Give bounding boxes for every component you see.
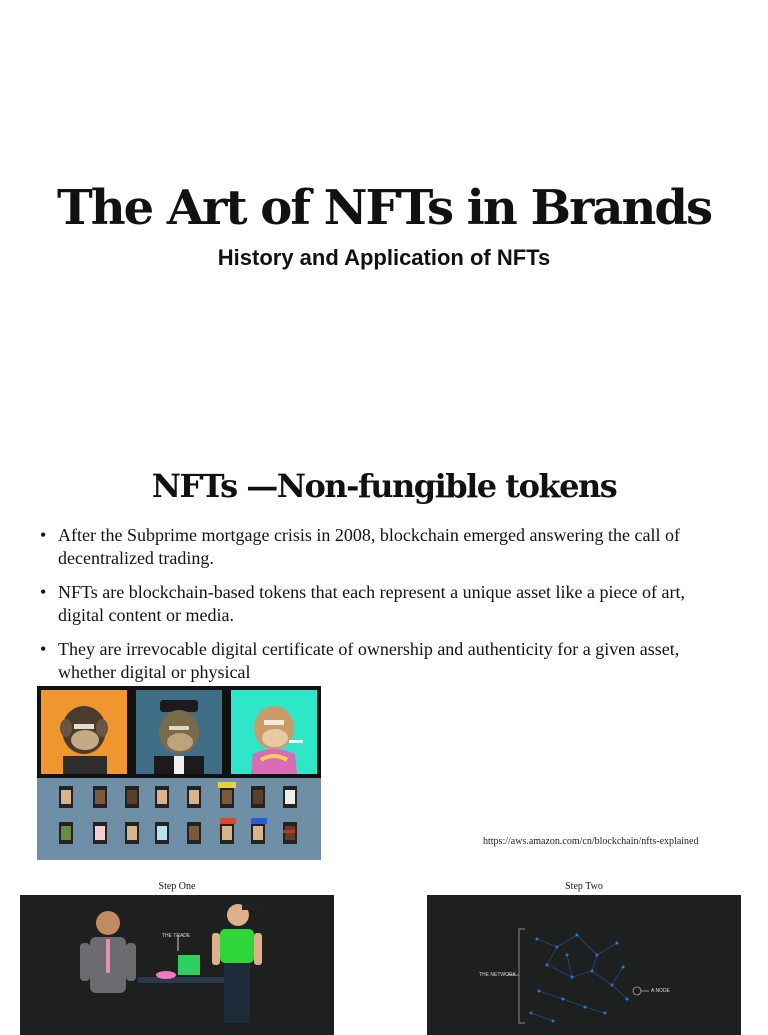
nft-collage-image (37, 686, 321, 860)
source-link[interactable]: https://aws.amazon.com/cn/blockchain/nfts-explained (483, 836, 699, 847)
slide-subtitle: History and Application of NFTs (217, 245, 551, 270)
bullet-dot-icon: • (40, 639, 47, 659)
title-slide (0, 0, 768, 440)
ape-nft-teal-image (231, 690, 317, 774)
step-two-network-caption: THE NETWORK (479, 972, 516, 978)
bullet-list (40, 524, 730, 695)
bullet-item (40, 581, 730, 627)
cryptopunks-grid-image (37, 778, 321, 860)
step-two-network-illustration (427, 895, 741, 1035)
bullet-text: NFTs are blockchain-based tokens that each represent a unique asset like a piece of art, digital content or media. (58, 582, 685, 625)
bullet-text: They are irrevocable digital certificate of ownership and authenticity for a given asset, whether digital or physical (58, 639, 680, 682)
step-two-label: Step Two (565, 881, 603, 892)
bullet-item (40, 638, 730, 684)
step-one-label: Step One (158, 881, 196, 892)
step-one-trade-illustration (20, 895, 334, 1035)
slide-heading: NFTs —Non-fungible tokens (151, 467, 617, 505)
step-one-caption: THE TRADE (162, 933, 191, 939)
nft-definition-slide (0, 440, 768, 1024)
bullet-dot-icon: • (40, 525, 47, 545)
bullet-dot-icon: • (40, 582, 47, 602)
ape-nft-blue-image (136, 690, 222, 774)
ape-nft-orange-image (41, 690, 127, 774)
bullet-text: After the Subprime mortgage crisis in 2008, blockchain emerged answering the call of decentralized trading. (58, 525, 680, 568)
bullet-item (40, 524, 730, 570)
slide-title: The Art of NFTs in Brands (57, 180, 711, 236)
step-two-node-caption: A NODE (651, 988, 670, 994)
